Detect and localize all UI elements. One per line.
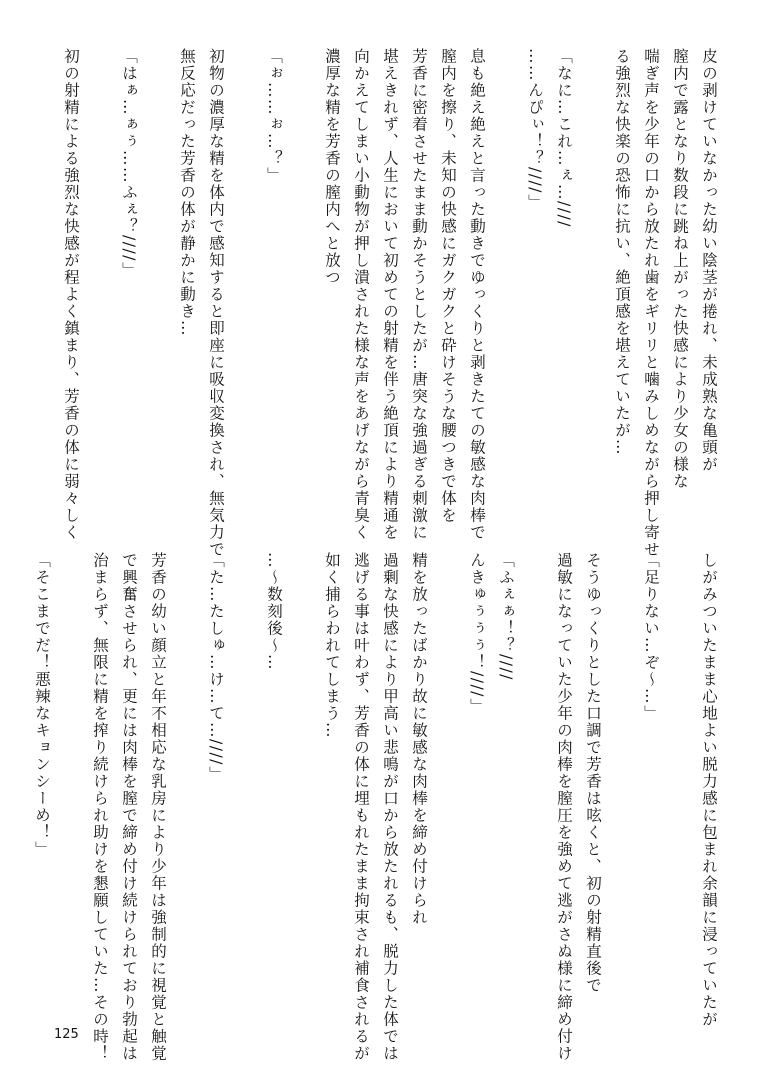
column-gap (491, 48, 520, 523)
column-gap (288, 552, 317, 1017)
upper-text-block (56, 48, 723, 558)
text-column: そうゆっくりとした口調で芳香は呟くと、初の射精直後で (584, 552, 602, 994)
dialogue-column: 「そこまでだ！悪辣なキョンシーめ！」 (33, 552, 51, 858)
dialogue-column: 「はぁ…ぁぅ……ふぇ？////」 (120, 48, 138, 279)
text-column: 過敏になっていた少年の肉棒を膣圧を強めて逃がさぬ様に締め付け (555, 552, 573, 1062)
text-column: 芳香に密着させたまま動かそうとしたが…唐突な強過ぎる刺激に (410, 48, 428, 541)
text-column: 向かえてしまい小動物が押し潰された様な声をあげながら青臭く (352, 48, 370, 541)
column-gap (230, 552, 259, 1017)
column-gap (433, 552, 462, 1017)
dialogue-column: んきゅぅぅぅ！////」 (468, 552, 486, 715)
scene-break-column: …〜数刻後〜… (265, 552, 283, 671)
text-column: 膣内を擦り、未知の快感にガクガクと砕けそうな腰つきで体を (439, 48, 457, 524)
text-column: 芳香の幼い顔立と年不相応な乳房により少年は強制的に視覚と触覚 (149, 552, 167, 1062)
column-gap (85, 48, 114, 523)
text-column: 精を放ったばかり故に敏感な肉棒を締め付けられ (410, 552, 428, 926)
column-gap (56, 552, 85, 1017)
text-column: 無反応だった芳香の体が静かに動き… (178, 48, 196, 337)
column-gap (520, 552, 549, 1017)
text-column: る強烈な快楽の恐怖に抗い、絶頂感を堪えていたが… (613, 48, 631, 456)
text-column: 喘ぎ声を少年の口から放たれ歯をギリリと噛みしめながら押し寄せ (642, 48, 660, 558)
text-column: しがみついたまま心地よい脱力感に包まれ余韻に浸っていたが (700, 552, 718, 1028)
column-gap (665, 552, 694, 1017)
column-gap (288, 48, 317, 523)
text-column: 治まらず、無限に精を搾り続けられ助けを懇願していた…その時！ (91, 552, 109, 1062)
text-column: 膣内で露となり数段に跳ね上がった快感により少女の様な (671, 48, 689, 490)
text-column: 皮の剥けていなかった幼い陰茎が捲れ、未成熟な亀頭が (700, 48, 718, 473)
text-column: 如く捕らわれてしまう… (323, 552, 341, 739)
text-column: 過剰な快感により甲高い悲鳴が口から放たれるも、脱力した体では (381, 552, 399, 1062)
text-column: で興奮させられ、更には肉棒を膣で締め付け続けられており勃起は (120, 552, 138, 1062)
column-gap (143, 48, 172, 523)
text-column: 息も絶え絶えと言った動きでゆっくりと剥きたての敏感な肉棒で (468, 48, 486, 541)
text-column: 初物の濃厚な精を体内で感知すると即座に吸収変換され、無気力で (207, 48, 225, 558)
dialogue-column: ……んぴぃ！？////」 (526, 48, 544, 211)
dialogue-column: 「た…たしゅ…け…て…////」 (207, 552, 225, 783)
column-gap (172, 552, 201, 1017)
column-gap (230, 48, 259, 523)
text-column: 初の射精による強烈な快感が程よく鎮まり、芳香の体に弱々しく (62, 48, 80, 541)
text-column: 逃げる事は叶わず、芳香の体に埋もれたまま拘束され補食されるが (352, 552, 370, 1062)
column-gap (607, 552, 636, 1017)
text-column: 堪えきれず、人生において初めての射精を伴う絶頂により精通を (381, 48, 399, 541)
dialogue-column: 「ぉ……ぉ…？」 (265, 48, 283, 184)
dialogue-column: 「ふぇぁ！？//// (497, 552, 515, 681)
page-number: 125 (54, 1027, 79, 1042)
text-column: 濃厚な精を芳香の膣内へと放つ (323, 48, 341, 286)
column-gap (578, 48, 607, 523)
dialogue-column: 「なに…これ…ぇ…//// (555, 48, 573, 228)
dialogue-column: 「足りない…ぞ〜…」 (642, 552, 660, 722)
